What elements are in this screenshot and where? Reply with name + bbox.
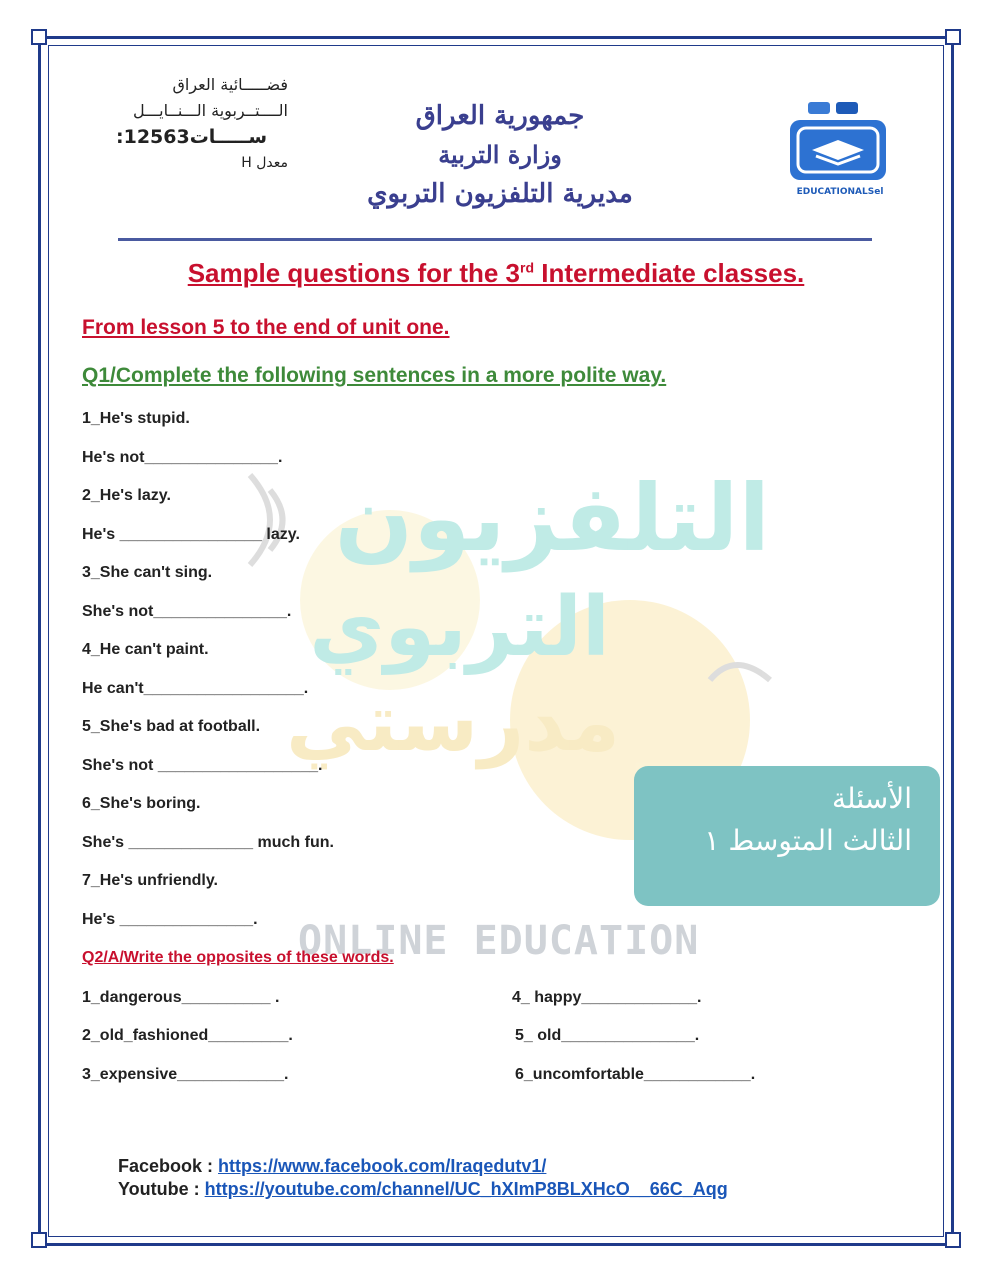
lesson-range: From lesson 5 to the end of unit one. (82, 316, 450, 339)
q1-line: 3_She can't sing. (82, 564, 213, 581)
q1-line: He's ________________ lazy. (82, 526, 300, 543)
header-republic: جمهورية العراق (415, 101, 585, 131)
q1-line: She's not __________________. (82, 757, 323, 774)
header-left-frequency: :12563ســـــات (116, 126, 268, 148)
q1-line: She's ______________ much fun. (82, 834, 334, 851)
youtube-link[interactable]: https://youtube.com/channel/UC_hXImP8BLXHcO__66C_Aqg (204, 1179, 728, 1199)
watermark-online-text: ONLINE EDUCATION (298, 918, 700, 964)
facebook-link[interactable]: https://www.facebook.com/Iraqedutv1/ (218, 1156, 547, 1176)
q2-item: 1_dangerous__________ . (82, 989, 280, 1006)
corner-ornament (945, 29, 961, 45)
header-directorate: مديرية التلفزيون التربوي (367, 179, 633, 209)
corner-ornament (945, 1232, 961, 1248)
badge-line-2: الثالث المتوسط ١ (704, 824, 912, 857)
header-left-line: فضـــــائية العراق (172, 75, 288, 94)
q2-item: 6_uncomfortable____________. (515, 1066, 756, 1083)
q1-line: He's not_______________. (82, 449, 283, 466)
q1-line: 5_She's bad at football. (82, 718, 261, 735)
q2-item: 3_expensive____________. (82, 1066, 289, 1083)
header-left-block (88, 72, 288, 171)
corner-ornament (31, 29, 47, 45)
watermark-line-1: التلفزيون (334, 465, 770, 572)
q1-line: He's _______________. (82, 911, 258, 928)
q1-line: She's not_______________. (82, 603, 292, 620)
q2-item: 4_ happy_____________. (512, 989, 702, 1006)
title-text-end: Intermediate classes. (534, 258, 805, 288)
title-superscript: rd (520, 259, 535, 276)
header-divider (118, 238, 872, 241)
page-title (0, 258, 992, 289)
facebook-label: Facebook : (118, 1156, 219, 1176)
q2-heading: Q2/A/Write the opposites of these words. (82, 949, 394, 966)
header-center-block (340, 96, 660, 214)
q1-line: 2_He's lazy. (82, 487, 171, 504)
header-left-line: معدل H (241, 155, 288, 171)
corner-ornament (31, 1232, 47, 1248)
badge-line-1: الأسئلة (832, 782, 912, 815)
youtube-label: Youtube : (118, 1179, 205, 1199)
facebook-row (118, 1155, 728, 1178)
q1-heading: Q1/Complete the following sentences in a more polite way. (82, 364, 667, 387)
q1-line: 1_He's stupid. (82, 410, 190, 427)
q2-item: 2_old_fashioned_________. (82, 1027, 293, 1044)
q1-line: 6_She's boring. (82, 795, 201, 812)
q2-item: 5_ old_______________. (515, 1027, 700, 1044)
watermark-line-2: التربوي (309, 580, 610, 675)
logo-text: EDUCATIONALSel (796, 187, 884, 197)
title-text: Sample questions for the 3 (187, 258, 521, 288)
header-left-line: الــــتــربوية الـــنــايـــل (132, 101, 288, 120)
q1-line: 4_He can't paint. (82, 641, 209, 658)
q1-line: 7_He's unfriendly. (82, 872, 218, 889)
q1-line: He can't__________________. (82, 680, 309, 697)
footer-links (118, 1155, 728, 1201)
grade-badge (634, 766, 940, 906)
watermark-line-3: مدرستي (285, 676, 620, 769)
youtube-row (118, 1178, 728, 1201)
educational-tv-logo (786, 98, 894, 198)
header-ministry: وزارة التربية (438, 140, 562, 169)
